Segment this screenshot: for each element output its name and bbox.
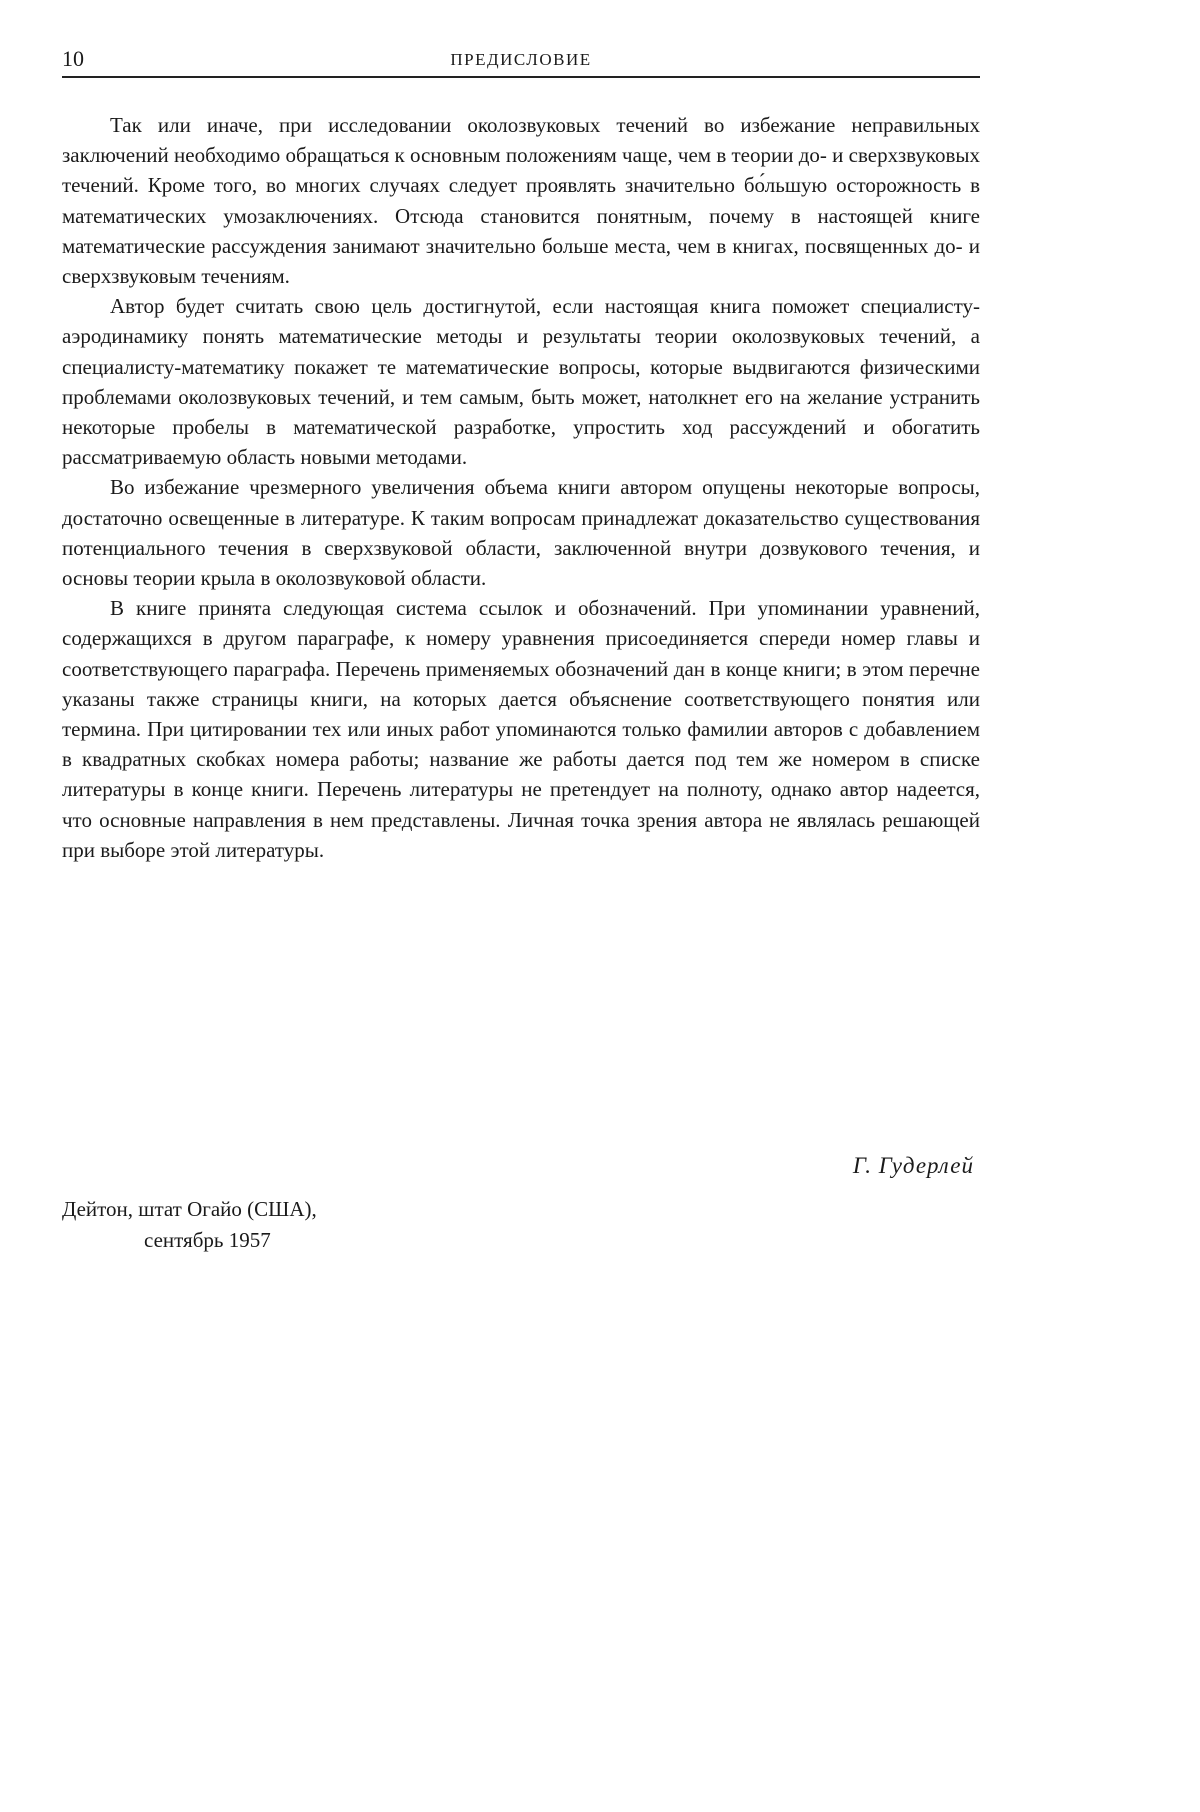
page-number: 10: [62, 46, 84, 71]
paragraph-3: Во избежание чрезмерного увеличения объема книги автором опущены некоторые вопросы, достаточно освещенные в литературе. К таким вопросам принадлежат доказательство существования потенциального течения в сверхзвуковой области, заключенной внутри дозвукового течения, и основы теории крыла в околозвуковой области.: [62, 475, 980, 591]
preface-text: [62, 110, 980, 865]
date-line: сентябрь 1957: [144, 1228, 271, 1252]
place-line: Дейтон, штат Огайо (США),: [62, 1197, 317, 1221]
paragraph-1: Так или иначе, при исследовании околозвуковых течений во избежание неправильных заключений необходимо обращаться к основным положениям чаще, чем в теории до- и сверхзвуковых течений. Кроме того, во многих случаях следует проявлять значительно бо́льшую осторожность в математических умозаключениях. Отсюда становится понятным, почему в настоящей книге математические рассуждения занимают значительно больше места, чем в книгах, посвященных до- и сверхзвуковым течениям.: [62, 113, 980, 289]
running-head: ПРЕДИСЛОВИЕ: [450, 50, 592, 69]
paragraph-2: Автор будет считать свою цель достигнутой, если настоящая книга поможет специалисту-аэродинамику понять математические методы и результаты теории околозвуковых течений, а специалисту-математику покажет те математические вопросы, которые выдвигаются физическими проблемами околозвуковых течений, и тем самым, быть может, натолкнет его на желание устранить некоторые пробелы в математической разработке, упростить ход рассуждений и обогатить рассматриваемую область новыми методами.: [62, 294, 980, 470]
author-signature: Г. Гудерлей: [852, 1153, 974, 1178]
page-header: [62, 44, 980, 78]
place-and-date: [62, 1194, 562, 1256]
paragraph-4: В книге принята следующая система ссылок и обозначений. При упоминании уравнений, содержащихся в другом параграфе, к номеру уравнения присоединяется спереди номер главы и соответствующего параграфа. Перечень применяемых обозначений дан в конце книги; в этом перечне указаны также страницы книги, на которых дается объяснение соответствующего понятия или термина. При цитировании тех или иных работ упоминаются только фамилии авторов с добавлением в квадратных скобках номера работы; название же работы дается под тем же номером в списке литературы в конце книги. Перечень литературы не претендует на полноту, однако автор надеется, что основные направления в нем представлены. Личная точка зрения автора не являлась решающей при выборе этой литературы.: [62, 596, 980, 862]
